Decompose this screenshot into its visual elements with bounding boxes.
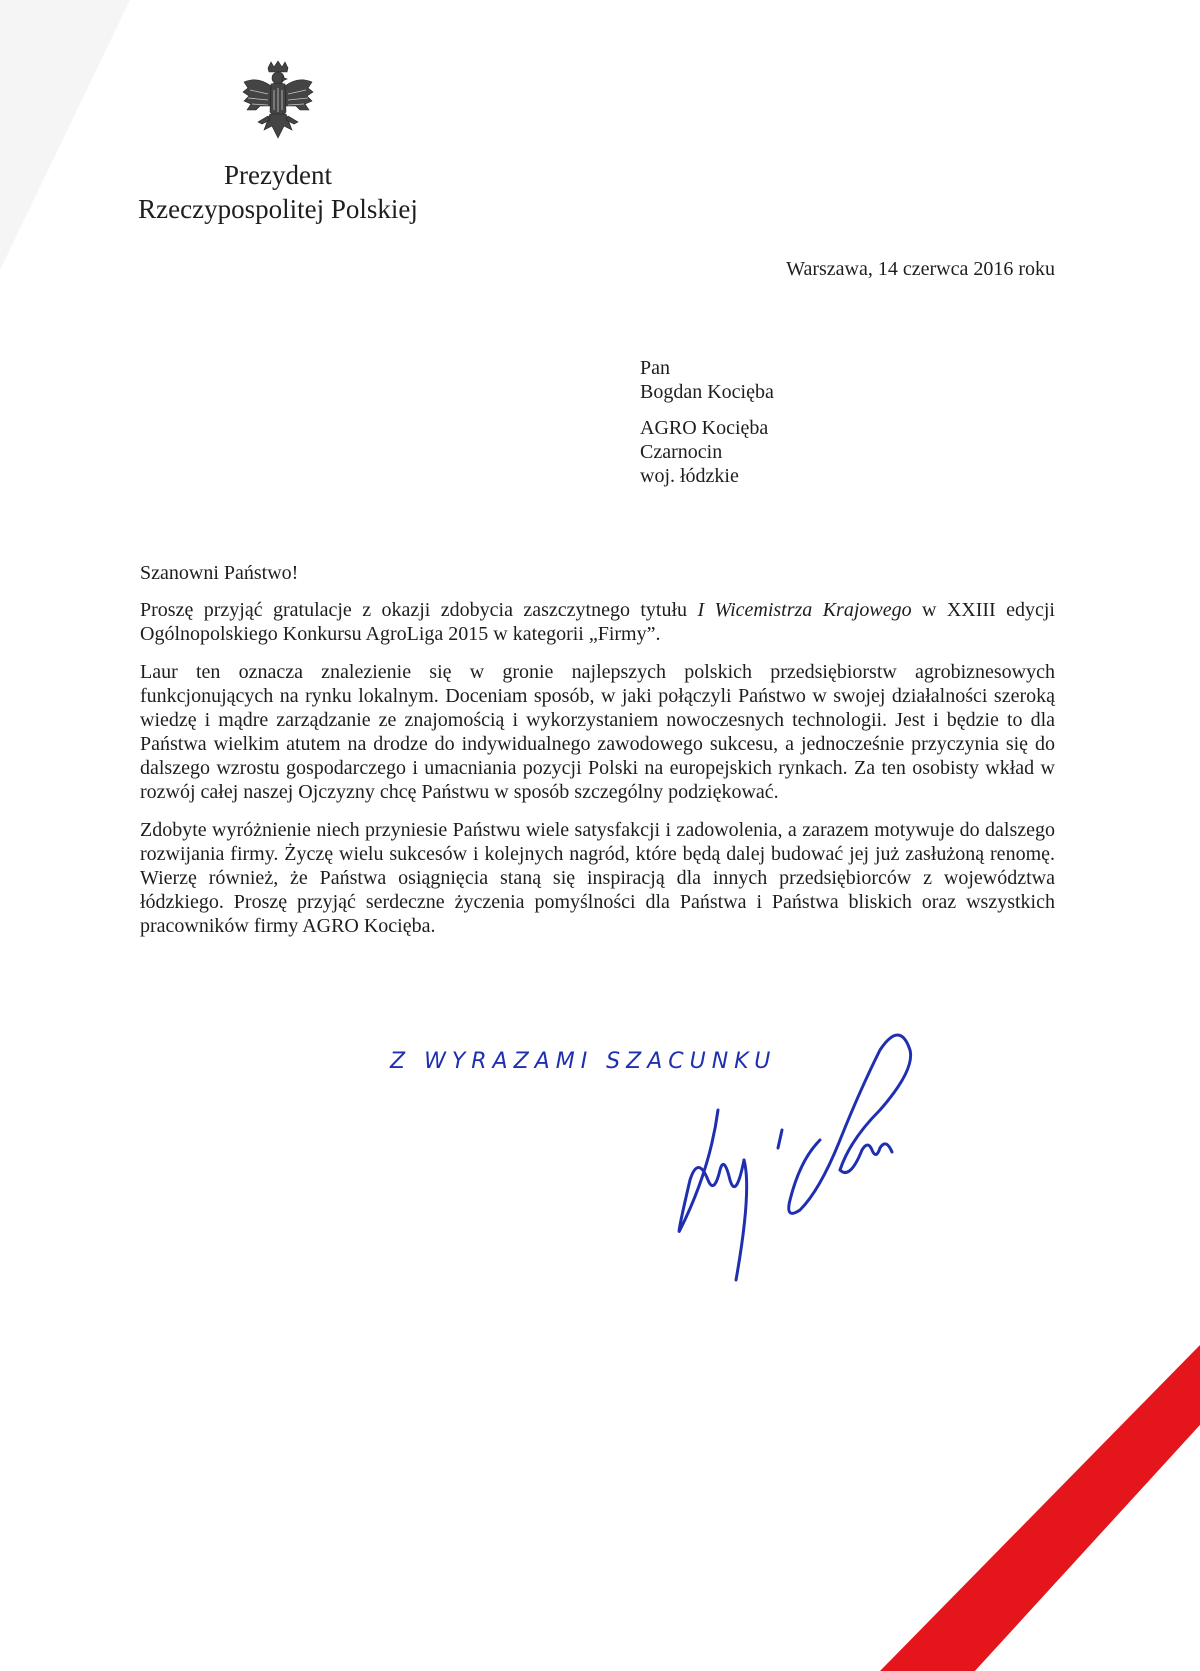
handwritten-closing: Z WYRAZAMI SZACUNKU (390, 1049, 777, 1074)
scan-corner-shadow (0, 0, 200, 300)
recipient-town: Czarnocin (640, 441, 723, 463)
award-title: I Wicemistrza Krajowego (697, 599, 912, 621)
paragraph-2: Laur ten oznacza znalezienie się w gronie najlepszych polskich przedsiębiorstw agrobiznesowych funkcjonujących na rynku lokalnym. Doceniam sposób, w jaki połączyli Państwo w swojej działalności szeroką wiedzę i mądre zarządzanie ze znajomością i wykorzystaniem nowoczesnych technologii. Jest i będzie to dla Państwa wielkim atutem na drodze do indywidualnego zawodowego sukcesu, a jednocześnie przyczynia się do dalszego wzrostu gospodarczego i umacniania pozycji Polski na europejskich rynkach. Za ten osobisty wkład w rozwój całej naszej Ojczyzny chcę Państwu w sposób szczególny podziękować. (140, 661, 1055, 803)
handwritten-signature (380, 1030, 1000, 1330)
recipient-address (640, 356, 774, 488)
paragraph-3: Zdobyte wyróżnienie niech przyniesie Państwu wiele satysfakcji i zadowolenia, a zarazem motywuje do dalszego rozwijania firmy. Życzę wielu sukcesów i kolejnych nagród, które będą dalej budować jej już zasłużoną renomę. Wierzę również, że Państwa osiągnięcia staną się inspiracją dla innych przedsiębiorców z województwa łódzkiego. Proszę przyjąć serdeczne życzenia pomyślności dla Państwa i Państwa bliskich oraz wszystkich pracowników firmy AGRO Kocięba. (140, 819, 1055, 937)
paragraph-1-end: w XXIII edycji Ogólnopolskiego Konkursu AgroLiga 2015 w kategorii „Firmy”. (140, 599, 1055, 645)
recipient-name: Bogdan Kocięba (640, 381, 774, 403)
letterhead-line-2: Rzeczypospolitej Polskiej (138, 194, 418, 224)
recipient-region: woj. łódzkie (640, 465, 739, 487)
recipient-salutation: Pan (640, 357, 670, 379)
letterhead-line-1: Prezydent (224, 160, 332, 190)
paragraph-1 (140, 598, 1055, 646)
paragraph-1-start: Proszę przyjąć gratulacje z okazji zdobycia zaszczytnego tytułu (140, 599, 698, 621)
letter-body (140, 598, 1055, 952)
greeting: Szanowni Państwo! (140, 562, 299, 584)
date-line: Warszawa, 14 czerwca 2016 roku (786, 258, 1055, 280)
polish-eagle-emblem-icon (240, 60, 316, 150)
recipient-company: AGRO Kocięba (640, 417, 769, 439)
letterhead-title (118, 158, 438, 226)
